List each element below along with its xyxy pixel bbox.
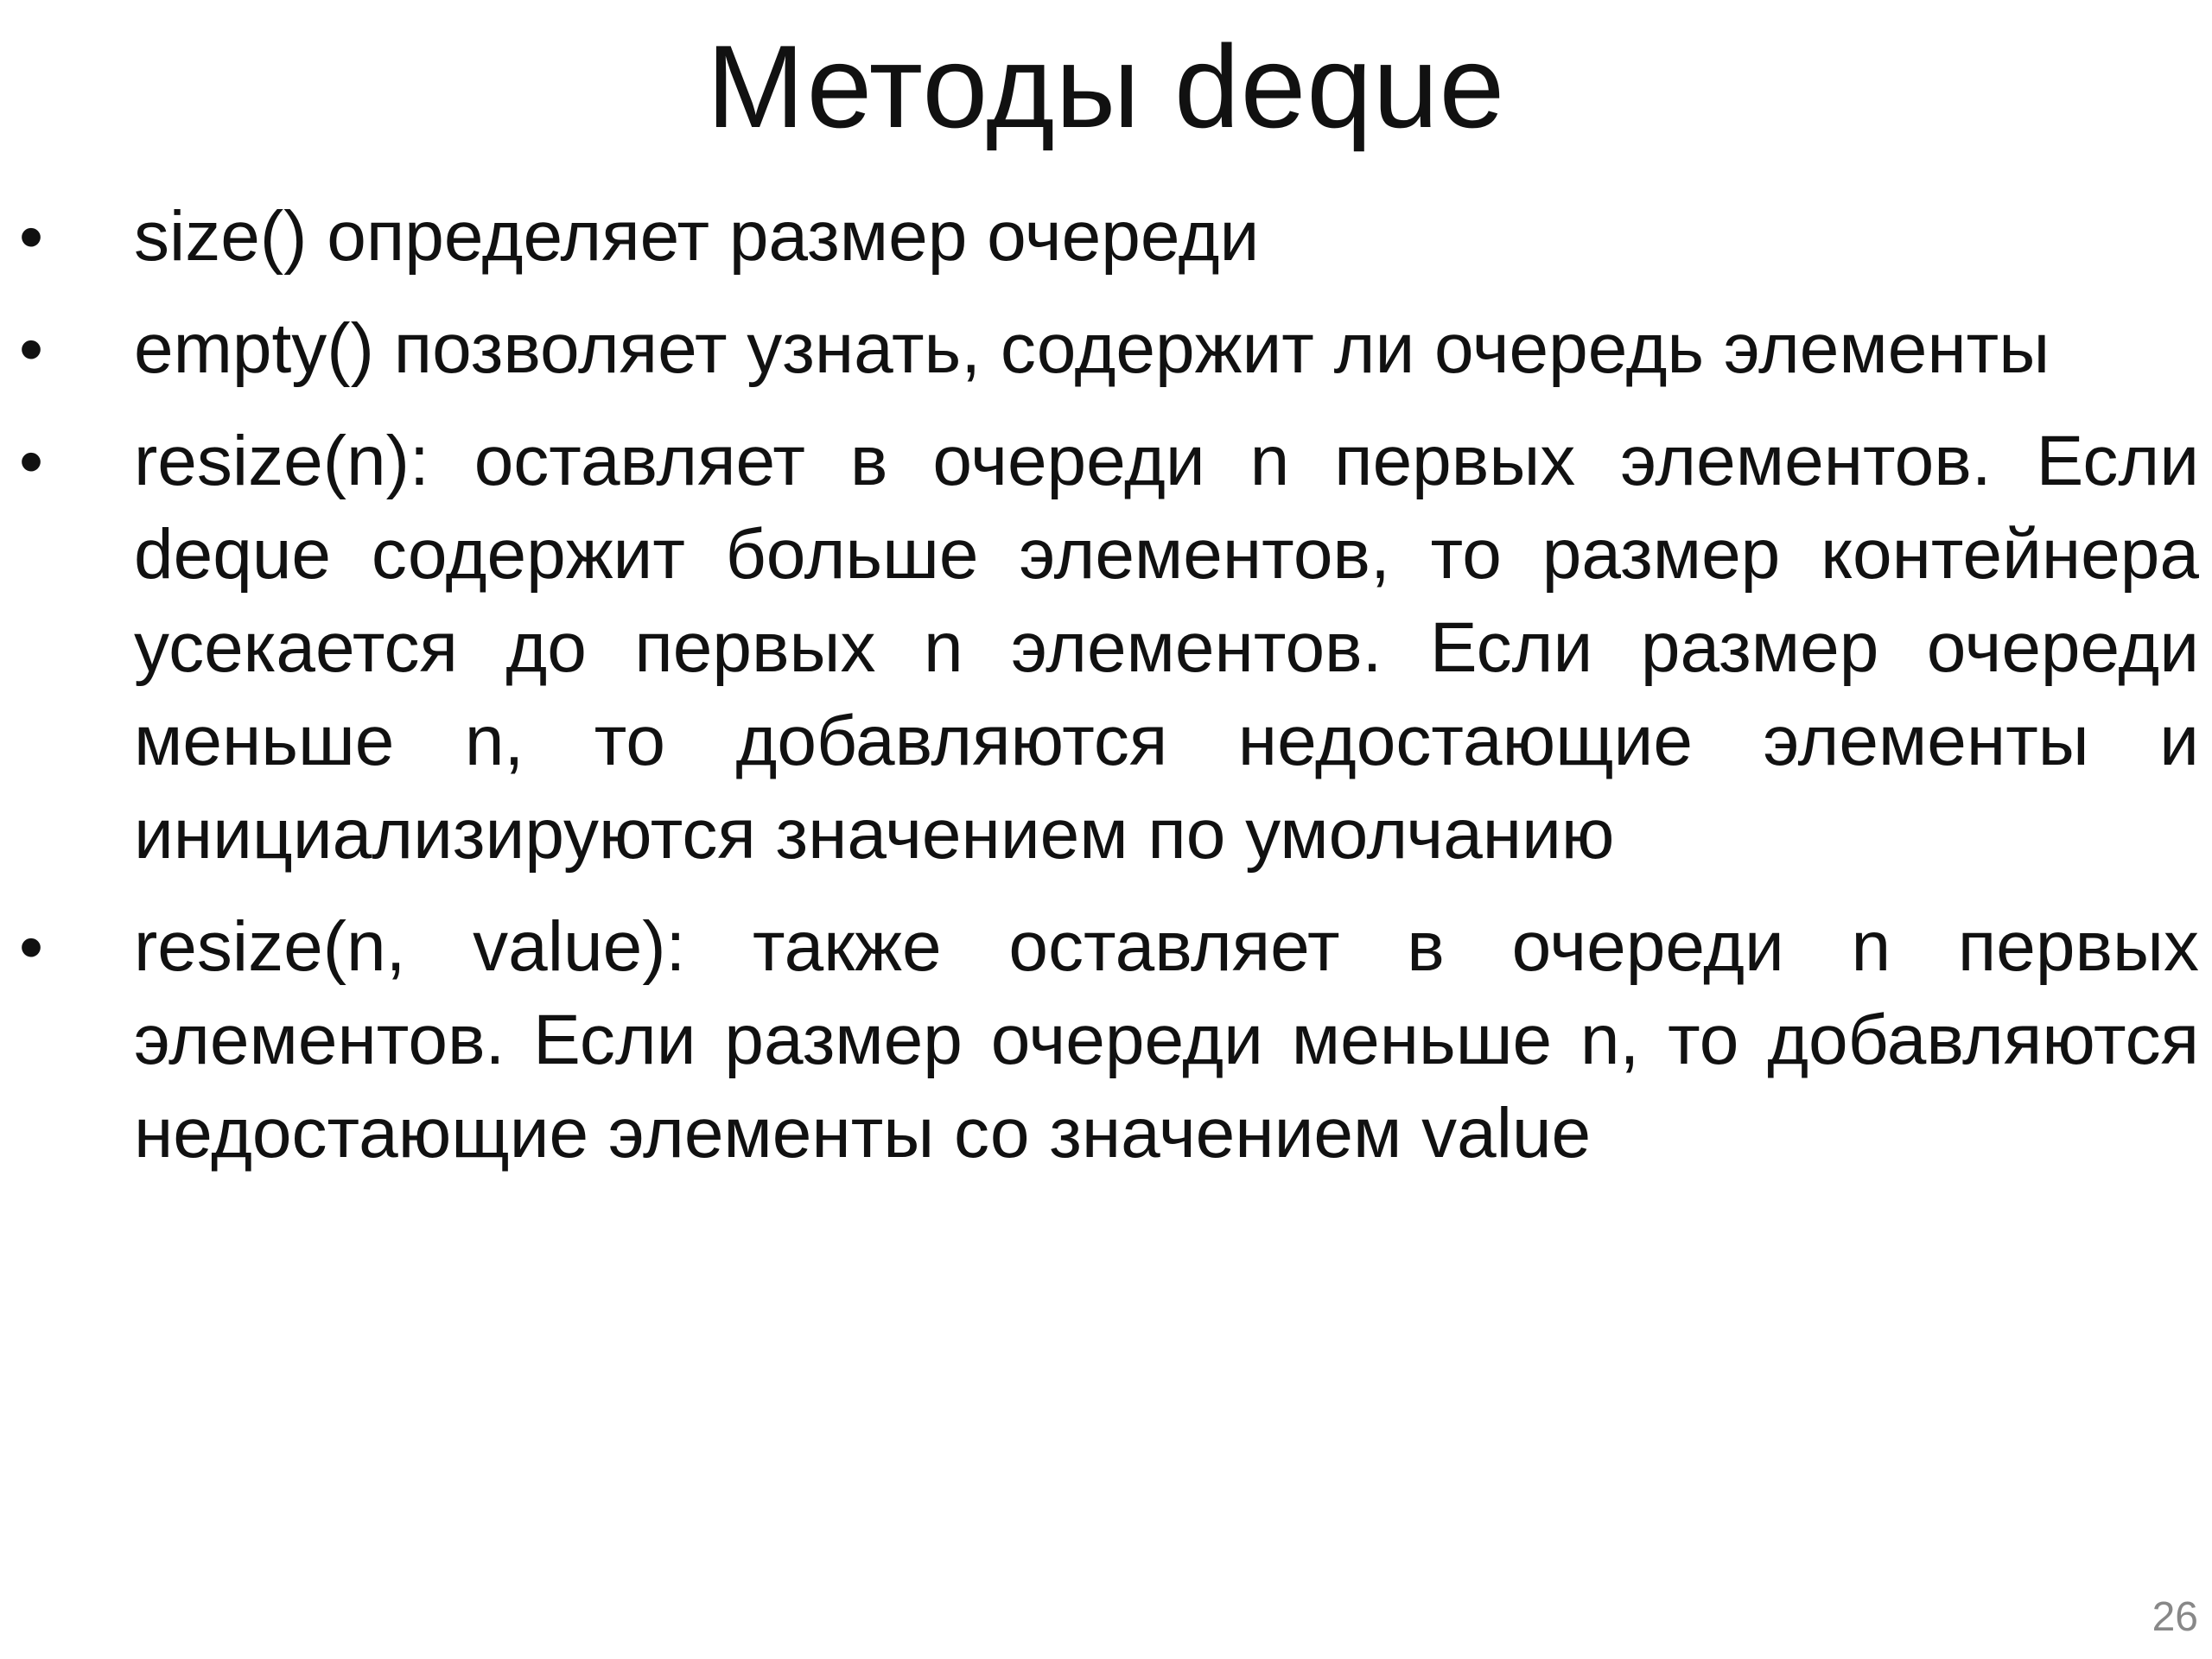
bullet-text-resize-n: resize(n): оставляет в очереди n первых элементов. Если deque содержит больше элементов, то размер контейнера усекается до первых n элементов. Если размер очереди меньше n, то добавляются недостающие элементы и инициализируются значением по умолчанию bbox=[134, 422, 2199, 874]
slide-title: Методы deque bbox=[706, 21, 1506, 152]
bullet-text-size: size() определяет размер очереди bbox=[134, 197, 1260, 276]
bullet-item-size bbox=[0, 190, 2212, 283]
bullet-list bbox=[0, 190, 2212, 1199]
bullet-item-empty bbox=[0, 302, 2212, 396]
bullet-icon: • bbox=[19, 310, 44, 387]
bullet-icon: • bbox=[19, 423, 44, 499]
bullet-icon: • bbox=[19, 198, 44, 275]
bullet-text-resize-n-value: resize(n, value): также оставляет в очереди n первых элементов. Если размер очереди меньше n, то добавляются недостающие элементы со значением value bbox=[134, 907, 2199, 1173]
page-number: 26 bbox=[2152, 1594, 2198, 1640]
bullet-item-resize-n-value bbox=[0, 900, 2212, 1180]
bullet-icon: • bbox=[19, 908, 44, 985]
bullet-item-resize-n bbox=[0, 415, 2212, 881]
bullet-text-empty: empty() позволяет узнать, содержит ли очередь элементы bbox=[134, 309, 2050, 388]
